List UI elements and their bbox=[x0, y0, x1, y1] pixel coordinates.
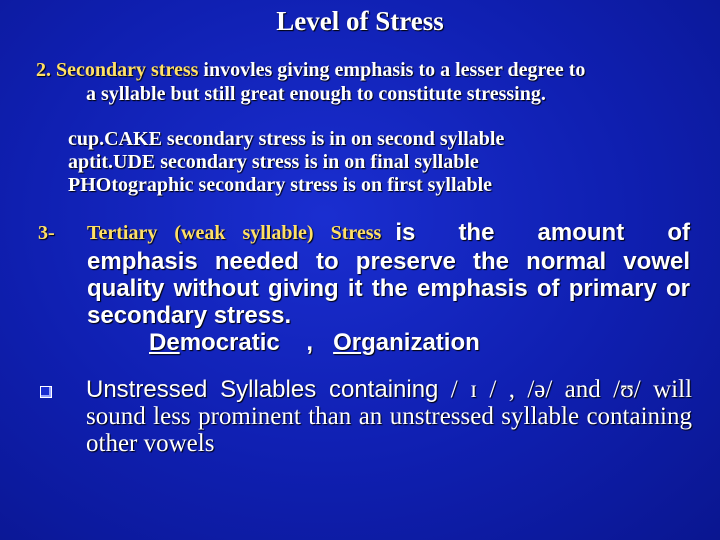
secondary-number: 2. bbox=[36, 59, 51, 81]
example-aptitude: aptit.UDE secondary stress is in on final syllable bbox=[68, 151, 479, 173]
tertiary-stress-paragraph bbox=[38, 218, 690, 357]
slide-title: Level of Stress bbox=[276, 6, 444, 36]
unstressed-paragraph bbox=[86, 376, 692, 457]
example-photographic: PHOtographic secondary stress is on first syllable bbox=[68, 174, 493, 196]
tertiary-keyword: Tertiary (weak syllable) Stress bbox=[87, 222, 382, 244]
secondary-examples bbox=[68, 128, 668, 197]
tertiary-word: of bbox=[667, 219, 690, 246]
example-separator: , bbox=[306, 329, 314, 356]
tertiary-word: is bbox=[395, 219, 416, 246]
tertiary-word: amount bbox=[537, 219, 625, 246]
tertiary-examples bbox=[38, 329, 690, 357]
example-cupcake: cup.CAKE secondary stress is in on second syllable bbox=[68, 128, 505, 150]
tertiary-word: the bbox=[458, 219, 495, 246]
tertiary-heading-line bbox=[38, 218, 690, 248]
secondary-definition-line2: a syllable but still great enough to constitute stressing. bbox=[86, 83, 546, 105]
organization-stressed-part: Or bbox=[333, 329, 362, 356]
tertiary-number: 3- bbox=[38, 222, 55, 244]
organization-rest: ganization bbox=[361, 329, 480, 356]
secondary-definition-line1: invovles giving emphasis to a lesser degree to bbox=[203, 59, 586, 81]
democratic-stressed-part: De bbox=[149, 329, 180, 356]
square-bullet-icon bbox=[40, 386, 52, 398]
secondary-stress-paragraph bbox=[36, 58, 700, 106]
democratic-rest: mocratic bbox=[179, 329, 280, 356]
unstressed-lead: Unstressed Syllables containing bbox=[86, 376, 439, 403]
tertiary-definition: emphasis needed to preserve the normal vowel quality without giving it the emphasis of primary or secondary stress. bbox=[87, 248, 690, 329]
secondary-keyword: Secondary stress bbox=[56, 59, 199, 81]
unstressed-rest: / ɪ / , /ə/ and /ʊ/ will sound less prominent than an unstressed syllable containing other vowels bbox=[86, 376, 693, 457]
